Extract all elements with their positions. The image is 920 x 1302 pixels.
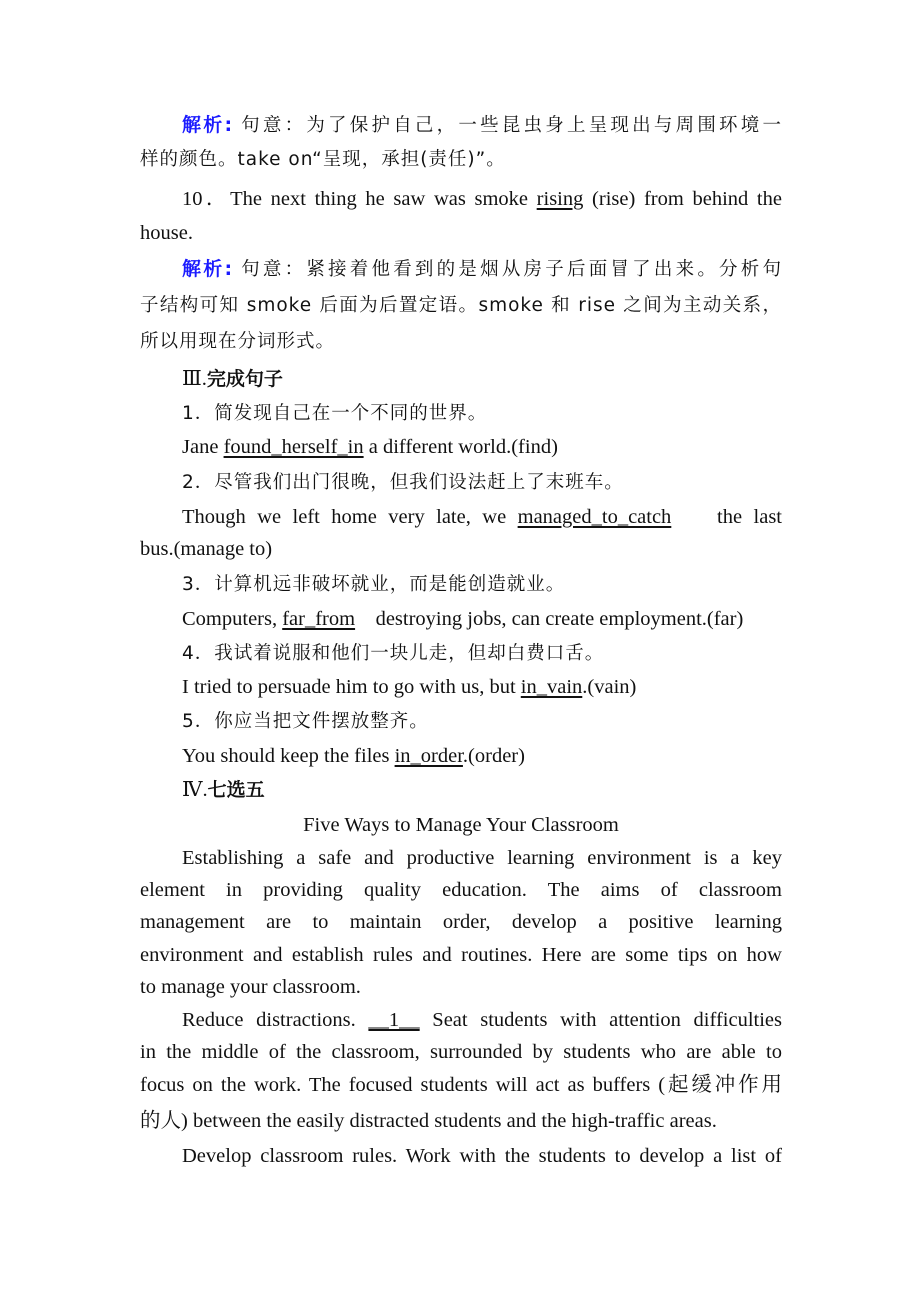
chinese-prompt: 4．我试着说服和他们一块儿走，但却白费口舌。 (182, 643, 605, 664)
chinese-prompt: 5．你应当把文件摆放整齐。 (182, 711, 429, 732)
item-4-en (140, 670, 782, 704)
passage-title-text: Five Ways to Manage Your Classroom (303, 814, 619, 836)
question-text: house. (140, 222, 193, 244)
answer-text: found_herself_in (223, 436, 364, 458)
answer-text: in_vain (520, 676, 583, 698)
item-2-en (140, 500, 782, 534)
item-3-en (140, 602, 782, 636)
item-4-cn (140, 636, 782, 670)
item-2-cn (140, 465, 782, 499)
section-4-heading (140, 773, 782, 807)
sentence-text: destroying jobs, can create employment.(far) (355, 608, 744, 630)
sentence-text: a different world.(find) (363, 436, 558, 458)
question-10-line-2 (140, 216, 782, 250)
para-1-line-5 (140, 970, 782, 1004)
answer-text: rising (536, 188, 584, 210)
para-1-line-2 (140, 873, 782, 907)
analysis-text: 子结构可知 smoke 后面为后置定语。smoke 和 rise 之间为主动关系， (140, 295, 782, 316)
paragraph-text: 的人) between the easily distracted students and the high-traffic areas. (140, 1110, 717, 1132)
sentence-text: .(order) (462, 745, 525, 767)
paragraph-text: Reduce distractions. (182, 1009, 369, 1031)
para-1-line-1 (140, 841, 782, 875)
item-1-en (140, 430, 782, 464)
paragraph-text: focus on the work. The focused students will act as buffers (起缓冲作用 (140, 1074, 782, 1096)
analysis-text: 句意：紧接着他看到的是烟从房子后面冒了出来。分析句 (232, 259, 782, 280)
analysis-text: 句意：为了保护自己，一些昆虫身上呈现出与周围环境一 (232, 115, 782, 136)
sentence-text: You should keep the files (182, 745, 395, 767)
paragraph-text: Establishing a safe and productive learning environment is a key (182, 847, 782, 869)
section-numeral: Ⅲ. (182, 368, 207, 390)
analysis-label: 解析: (182, 114, 233, 136)
sentence-text: Jane (182, 436, 224, 458)
paragraph-text: environment and establish rules and routines. Here are some tips on how (140, 944, 782, 966)
para-2-line-3 (140, 1068, 782, 1102)
item-5-cn (140, 704, 782, 738)
chinese-prompt: 2．尽管我们出门很晚，但我们设法赶上了末班车。 (182, 472, 624, 493)
analysis-9-line-1 (140, 108, 782, 142)
analysis-text: 所以用现在分词形式。 (140, 331, 336, 352)
item-3-cn (140, 567, 782, 601)
paragraph-text: element in providing quality education. The aims of classroom (140, 879, 782, 901)
paragraph-text: to manage your classroom. (140, 976, 361, 998)
para-1-line-4 (140, 938, 782, 972)
blank-1: __1__ (368, 1009, 420, 1031)
paragraph-text: Seat students with attention difficulties (419, 1009, 782, 1031)
section-title: 完成句子 (206, 368, 283, 390)
answer-text: far_from (282, 608, 356, 630)
analysis-10-line-3 (140, 324, 782, 358)
para-3-line-1 (140, 1139, 782, 1173)
question-text: 10．The next thing he saw was smoke (182, 188, 537, 210)
paragraph-text: Develop classroom rules. Work with the students to develop a list of (182, 1145, 782, 1167)
chinese-prompt: 1．简发现自己在一个不同的世界。 (182, 403, 488, 424)
analysis-text: 样的颜色。take on“呈现，承担(责任)”。 (140, 149, 506, 170)
chinese-prompt: 3．计算机远非破坏就业，而是能创造就业。 (182, 574, 566, 595)
para-2-line-1 (140, 1003, 782, 1037)
analysis-10-line-2 (140, 288, 782, 322)
section-numeral: Ⅳ. (182, 779, 208, 801)
analysis-label: 解析: (182, 258, 233, 280)
item-5-en (140, 739, 782, 773)
question-10 (140, 182, 782, 216)
section-title: 七选五 (207, 779, 265, 801)
analysis-9-line-2 (140, 142, 782, 176)
section-3-heading (140, 362, 782, 396)
sentence-text: the last (671, 506, 782, 528)
sentence-text: .(vain) (582, 676, 637, 698)
paragraph-text: management are to maintain order, develop a positive learning (140, 911, 782, 933)
item-1-cn (140, 396, 782, 430)
sentence-text: Though we left home very late, we (182, 506, 518, 528)
para-2-line-2 (140, 1035, 782, 1069)
para-1-line-3 (140, 905, 782, 939)
analysis-10-line-1 (140, 252, 782, 286)
answer-text: in_order (394, 745, 463, 767)
item-2-en-line-2 (140, 532, 782, 566)
question-text: (rise) from behind the (583, 188, 782, 210)
passage-title (140, 808, 782, 842)
sentence-text: Computers, (182, 608, 283, 630)
answer-text: managed_to_catch (517, 506, 672, 528)
sentence-text: I tried to persuade him to go with us, but (182, 676, 521, 698)
sentence-text: bus.(manage to) (140, 538, 273, 560)
paragraph-text: in the middle of the classroom, surrounded by students who are able to (140, 1041, 782, 1063)
para-2-line-4 (140, 1104, 782, 1138)
